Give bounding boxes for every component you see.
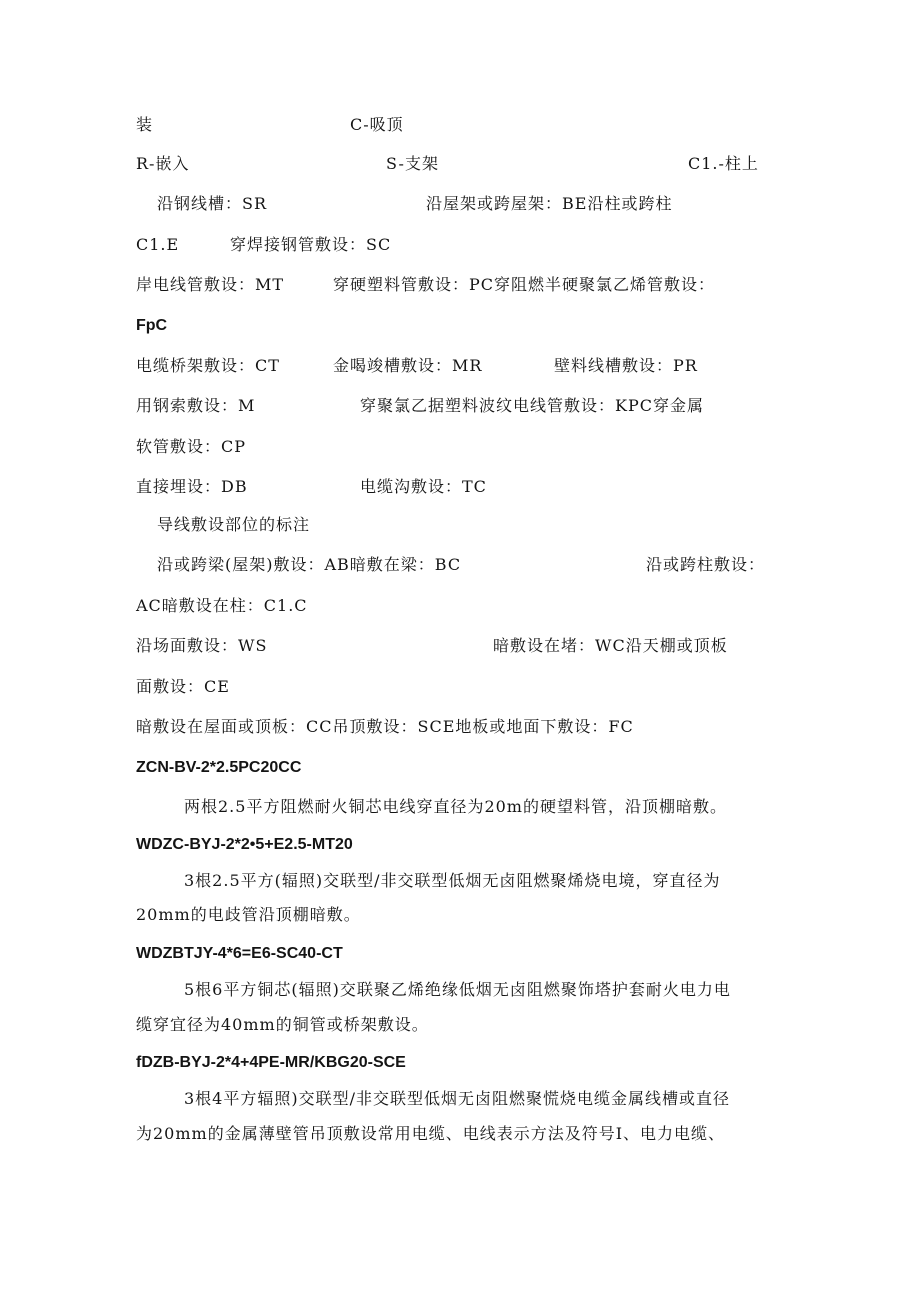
text-segment: 电缆桥架敷设：CT (136, 356, 280, 375)
text-segment: 为20mm的金属薄壁管吊顶敷设常用电缆、电线表示方法及符号I、电力电缆、 (136, 1124, 726, 1143)
cable-code: ZCN-BV-2*2.5PC20CC (136, 759, 302, 776)
text-segment: 金喝竣槽敷设：MR (333, 356, 483, 375)
text-segment: 暗敷设在堵：WC沿天棚或顶板 (493, 636, 728, 655)
text-segment: 沿钢线槽：SR (157, 194, 268, 213)
text-segment: AC暗敷设在柱：C1.C (136, 596, 308, 615)
text-segment: 沿场面敷设：WS (136, 636, 268, 655)
text-segment: 沿或跨梁(屋架)敷设：AB暗敷在梁：BC (157, 555, 462, 574)
text-segment: 缆穿宜径为40mm的铜管或桥架敷设。 (136, 1015, 429, 1034)
text-segment: 岸电线管敷设：MT (136, 275, 285, 294)
text-segment: 用钢索敷设：M (136, 396, 256, 415)
text-segment: 壁料线槽敷设：PR (554, 356, 698, 375)
text-segment: 穿焊接钢管敷设：SC (230, 235, 392, 254)
text-segment: 3根2.5平方(辐照)交联型/非交联型低烟无卤阻燃聚烯烧电境，穿直径为 (184, 871, 721, 890)
text-segment: 穿聚氯乙据塑料波纹电线管敷设：KPC穿金属 (360, 396, 704, 415)
text-segment: 面敷设：CE (136, 677, 230, 696)
text-segment: 两根2.5平方阻燃耐火铜芯电线穿直径为20m的硬望料管，沿顶棚暗敷。 (184, 797, 727, 816)
text-segment: 暗敷设在屋面或顶板：CC吊顶敷设：SCE地板或地面下敷设：FC (136, 717, 634, 736)
text-segment: C-吸顶 (350, 115, 404, 134)
text-segment: 3根4平方辐照)交联型/非交联型低烟无卤阻燃聚慌烧电缆金属线槽或直径 (184, 1089, 730, 1108)
text-segment: 直接埋设：DB (136, 477, 248, 496)
text-segment: 装 (136, 115, 154, 134)
text-segment: C1.E (136, 235, 180, 254)
text-segment: 20mm的电歧管沿顶棚暗敷。 (136, 905, 361, 924)
text-segment: 穿硬塑料管敷设：PC穿阻燃半硬聚氯乙烯管敷设： (333, 275, 716, 294)
cable-code: fDZB-BYJ-2*4+4PE-MR/KBG20-SCE (136, 1054, 406, 1071)
text-segment: 沿屋架或跨屋架：BE沿柱或跨柱 (426, 194, 673, 213)
cable-code: WDZBTJY-4*6=E6-SC40-CT (136, 945, 343, 962)
section-heading: 导线敷设部位的标注 (157, 515, 311, 534)
text-segment: S-支架 (386, 154, 439, 173)
cable-code: WDZC-BYJ-2*2•5+E2.5-MT20 (136, 836, 353, 853)
text-segment: 软管敷设：CP (136, 437, 247, 456)
text-segment: FpC (136, 317, 168, 334)
text-segment: 5根6平方铜芯(辐照)交联聚乙烯绝缘低烟无卤阻燃聚饰塔护套耐火电力电 (184, 980, 731, 999)
text-segment: 电缆沟敷设：TC (360, 477, 487, 496)
text-segment: R-嵌入 (136, 154, 190, 173)
text-segment: 沿或跨柱敷设： (646, 555, 766, 574)
text-segment: C1.-柱上 (688, 154, 759, 173)
